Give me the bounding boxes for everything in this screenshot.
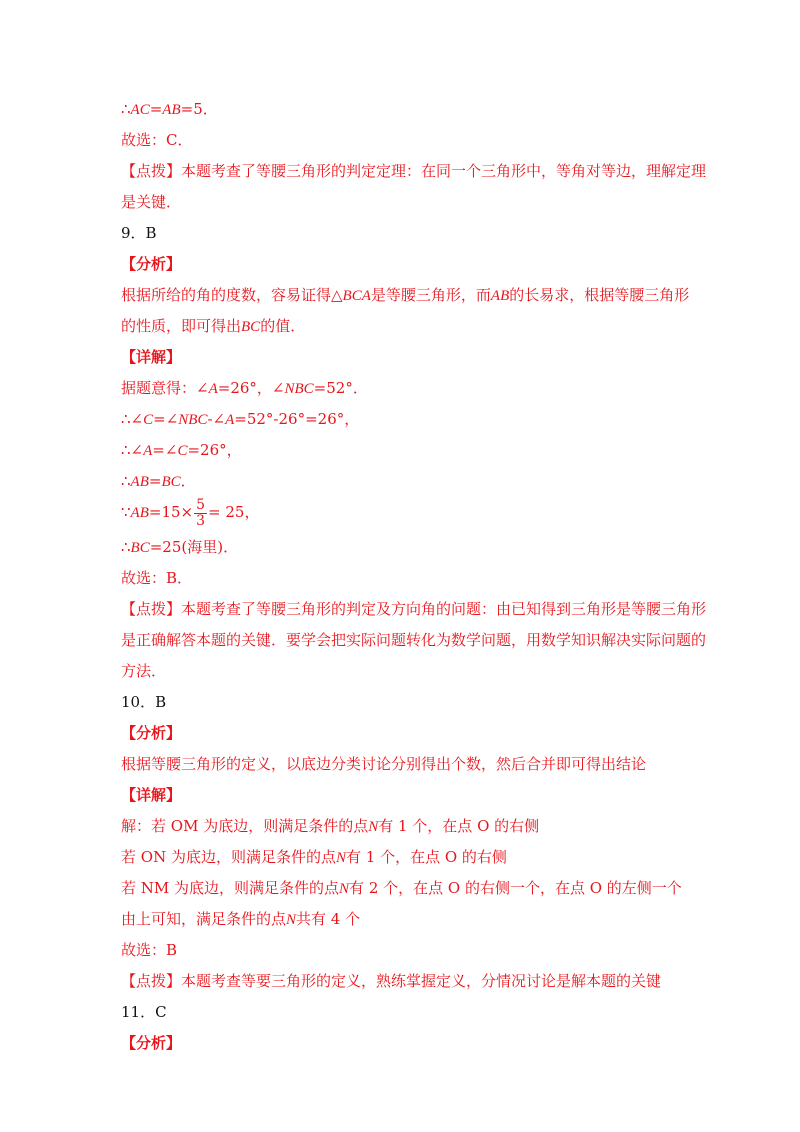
fraction [194,498,207,529]
fraction-numerator: 5 [196,496,206,513]
tip-text: 【点拨】本题考查等要三角形的定义，熟练掌握定义，分情况讨论是解本题的关键 [121,972,662,990]
answer-choice: 故选：C． [121,131,193,149]
conclusion-ac-ab: ∴AC=AB=5． [121,100,218,118]
question-number: 10．B [121,693,167,711]
section-detail-heading: 【详解】 [121,786,182,804]
tip-text-cont: 是关键． [121,193,182,211]
analysis-text: 根据等腰三角形的定义，以底边分类讨论分别得出个数，然后合并即可得出结论 [121,755,647,773]
analysis-text-cont: 的性质，即可得出BC的值． [121,317,306,335]
tip-text: 【点拨】本题考查了等腰三角形的判定及方向角的问题：由已知得到三角形是等腰三角形 [121,600,707,618]
tip-text: 【点拨】本题考查了等腰三角形的判定定理：在同一个三角形中，等角对等边，理解定理 [121,162,707,180]
section-detail-heading: 【详解】 [121,348,182,366]
solution-step: 若 NM 为底边，则满足条件的点N有 2 个，在点 O 的右侧一个，在点 O 的左侧一个 [121,879,682,897]
tip-text-cont: 是正确解答本题的关键．要学会把实际问题转化为数学问题，用数学知识解决实际问题的 [121,631,707,649]
solution-step: 解：若 OM 为底边，则满足条件的点N有 1 个，在点 O 的右侧 [121,817,540,835]
solution-step: ∴∠C=∠NBC-∠A=52°-26°=26°， [121,410,360,428]
solution-step: ∴∠A=∠C=26°， [121,441,242,459]
answer-choice: 故选：B [121,941,178,959]
solution-step: ∴AB=BC． [121,472,196,490]
tip-text-cont: 方法． [121,662,167,680]
solution-step: 由上可知，满足条件的点N共有 4 个 [121,910,361,928]
section-analysis-heading: 【分析】 [121,1034,182,1052]
solution-step-fraction: ∵AB=15× $\frac{5}{3}$ = 25， [121,496,260,529]
question-number: 9．B [121,224,157,242]
section-analysis-heading: 【分析】 [121,255,182,273]
fraction-denominator: 3 [196,512,206,529]
answer-choice: 故选：B． [121,569,193,587]
solution-step: 据题意得：∠A=26°，∠NBC=52°． [121,379,368,397]
solution-step: 若 ON 为底边，则满足条件的点N有 1 个，在点 O 的右侧 [121,848,507,866]
analysis-text: 根据所给的角的度数，容易证得△BCA是等腰三角形，而AB的长易求，根据等腰三角形 [121,286,690,304]
solution-step: ∴BC=25(海里)． [121,538,239,556]
question-number: 11．C [121,1003,167,1021]
section-analysis-heading: 【分析】 [121,724,182,742]
